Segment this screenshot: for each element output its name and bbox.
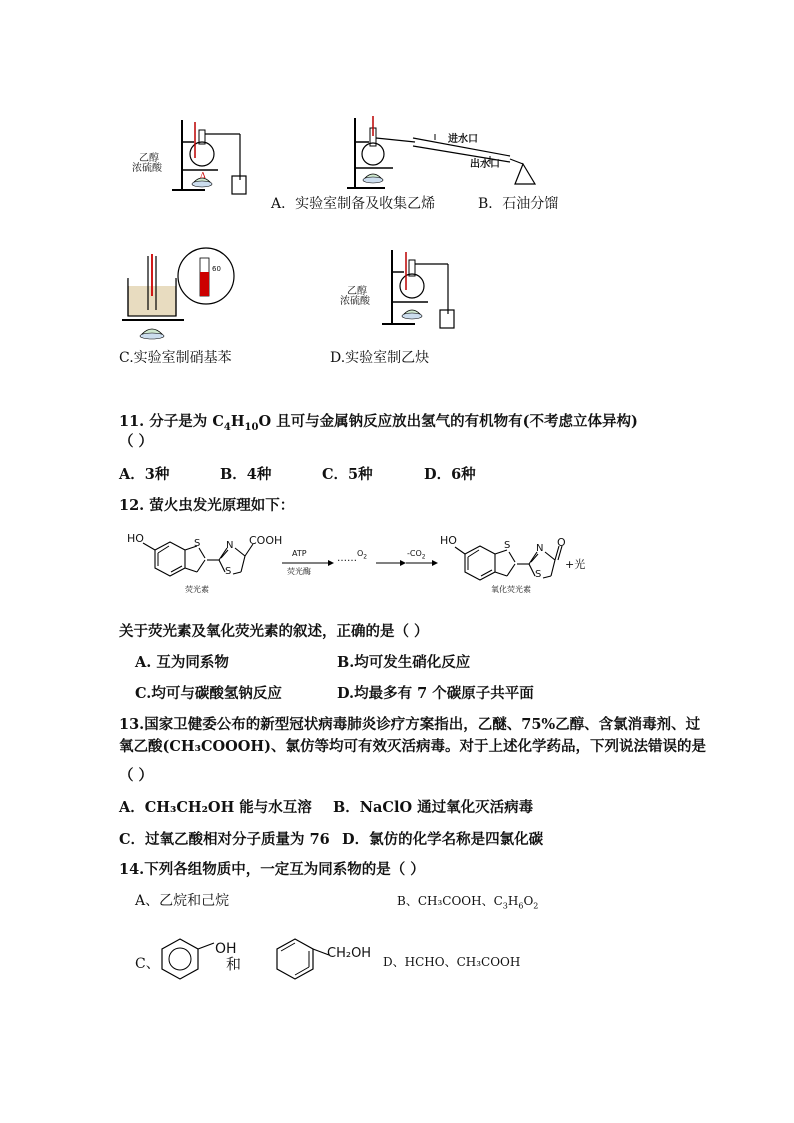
q11-option-a: A．3种 bbox=[119, 466, 170, 483]
q13-paren: （ ） bbox=[119, 767, 154, 784]
q14-option-a: A、乙烷和己烷 bbox=[135, 893, 230, 909]
apparatus-d-label-acid: 浓硫酸 bbox=[340, 296, 370, 307]
q13-line2: 氧乙酸(CH₃COOOH)、氯仿等均可有效灭活病毒。对于上述化学药品，下列说法错误的是 bbox=[119, 738, 706, 755]
luciferin-s2: S bbox=[225, 566, 232, 577]
luciferin-ho: HO bbox=[127, 532, 144, 545]
q13-option-c: C．过氧乙酸相对分子质量为 76 bbox=[119, 831, 330, 848]
svg-text:Δ: Δ bbox=[200, 171, 206, 180]
q14-option-d: D、HCHO、CH₃COOH bbox=[383, 955, 521, 969]
benzyl-ch2oh: CH₂OH bbox=[327, 946, 372, 961]
arrow-atp: ATP bbox=[292, 549, 307, 558]
oxyluciferin-name: 氧化荧光素 bbox=[491, 585, 531, 594]
oxyluciferin-o: O bbox=[557, 536, 566, 549]
q14-option-b: B、CH₃COOH、$C_3H_6O_2$ bbox=[397, 894, 539, 911]
q10-option-d: D.实验室制乙炔 bbox=[330, 350, 430, 366]
phenol-structure bbox=[160, 935, 220, 985]
q10-option-a: A．实验室制备及收集乙烯 bbox=[271, 196, 436, 212]
q10-option-b: B．石油分馏 bbox=[478, 196, 559, 212]
q13-option-b: B．NaClO 通过氧化灭活病毒 bbox=[333, 799, 534, 816]
q14-option-c-label: C、 bbox=[135, 956, 160, 972]
luciferin-name: 荧光素 bbox=[185, 585, 209, 594]
apparatus-a-label-acid: 浓硫酸 bbox=[132, 163, 162, 174]
oxyluciferin-s2: S bbox=[535, 569, 542, 580]
q13-option-d: D．氯仿的化学名称是四氯化碳 bbox=[342, 831, 544, 848]
q11-option-b: B．4种 bbox=[220, 466, 272, 483]
q12-option-d: D.均最多有 7 个碳原子共平面 bbox=[337, 685, 534, 702]
apparatus-a-label-ethanol: 乙醇 bbox=[139, 153, 159, 164]
oxyluciferin-s1: S bbox=[504, 540, 511, 551]
q11-option-d: D．6种 bbox=[424, 466, 476, 483]
q12-option-c: C.均可与碳酸氢钠反应 bbox=[135, 685, 282, 702]
luciferin-cooh: COOH bbox=[249, 534, 283, 547]
oxyluciferin-ho: HO bbox=[440, 534, 457, 547]
apparatus-b-water-out: 出水口 bbox=[470, 159, 500, 170]
luciferin-s1: S bbox=[194, 538, 201, 549]
phenol-oh: OH bbox=[215, 941, 237, 957]
luciferin-n: N bbox=[226, 540, 234, 551]
q14-option-c-and: 和 bbox=[226, 955, 242, 973]
q12-stem: 12. 萤火虫发光原理如下： bbox=[119, 497, 295, 514]
apparatus-c-thermo-mark: 60 bbox=[212, 265, 221, 273]
oxyluciferin-n: N bbox=[536, 543, 544, 554]
arrow-o2: $O_2$ bbox=[357, 549, 368, 561]
q12-question: 关于荧光素及氧化荧光素的叙述，正确的是（ ） bbox=[119, 623, 429, 640]
arrow-co2: $-CO_2$ bbox=[407, 549, 426, 561]
oxyluciferin-light: +光 bbox=[565, 558, 586, 571]
q13-line1: 13.国家卫健委公布的新型冠状病毒肺炎诊疗方案指出，乙醚、75%乙醇、含氯消毒剂、过 bbox=[119, 716, 701, 733]
arrow-dots-1: …… bbox=[337, 553, 357, 564]
q10-option-c: C.实验室制硝基苯 bbox=[119, 350, 232, 366]
benzyl-alcohol-structure bbox=[275, 935, 335, 985]
q14-stem: 14.下列各组物质中，一定互为同系物的是（ ） bbox=[119, 861, 425, 878]
apparatus-b-water-in: 进水口 bbox=[448, 134, 478, 145]
apparatus-c-figure bbox=[118, 250, 238, 340]
arrow-enzyme: 荧光酶 bbox=[287, 567, 311, 576]
q12-option-b: B.均可发生硝化反应 bbox=[337, 654, 471, 671]
q12-option-a: A. 互为同系物 bbox=[135, 654, 229, 671]
q11-stem: 11. 分子是为 $C_4H_{10}O$ 且可与金属钠反应放出氢气的有机物有(不考虑立体异构) bbox=[119, 413, 638, 433]
q11-paren: （ ） bbox=[119, 433, 154, 450]
apparatus-b-figure bbox=[345, 112, 545, 198]
apparatus-d-label-ethanol: 乙醇 bbox=[347, 286, 367, 297]
q13-option-a: A．CH₃CH₂OH 能与水互溶 bbox=[119, 799, 312, 816]
q11-option-c: C．5种 bbox=[322, 466, 373, 483]
